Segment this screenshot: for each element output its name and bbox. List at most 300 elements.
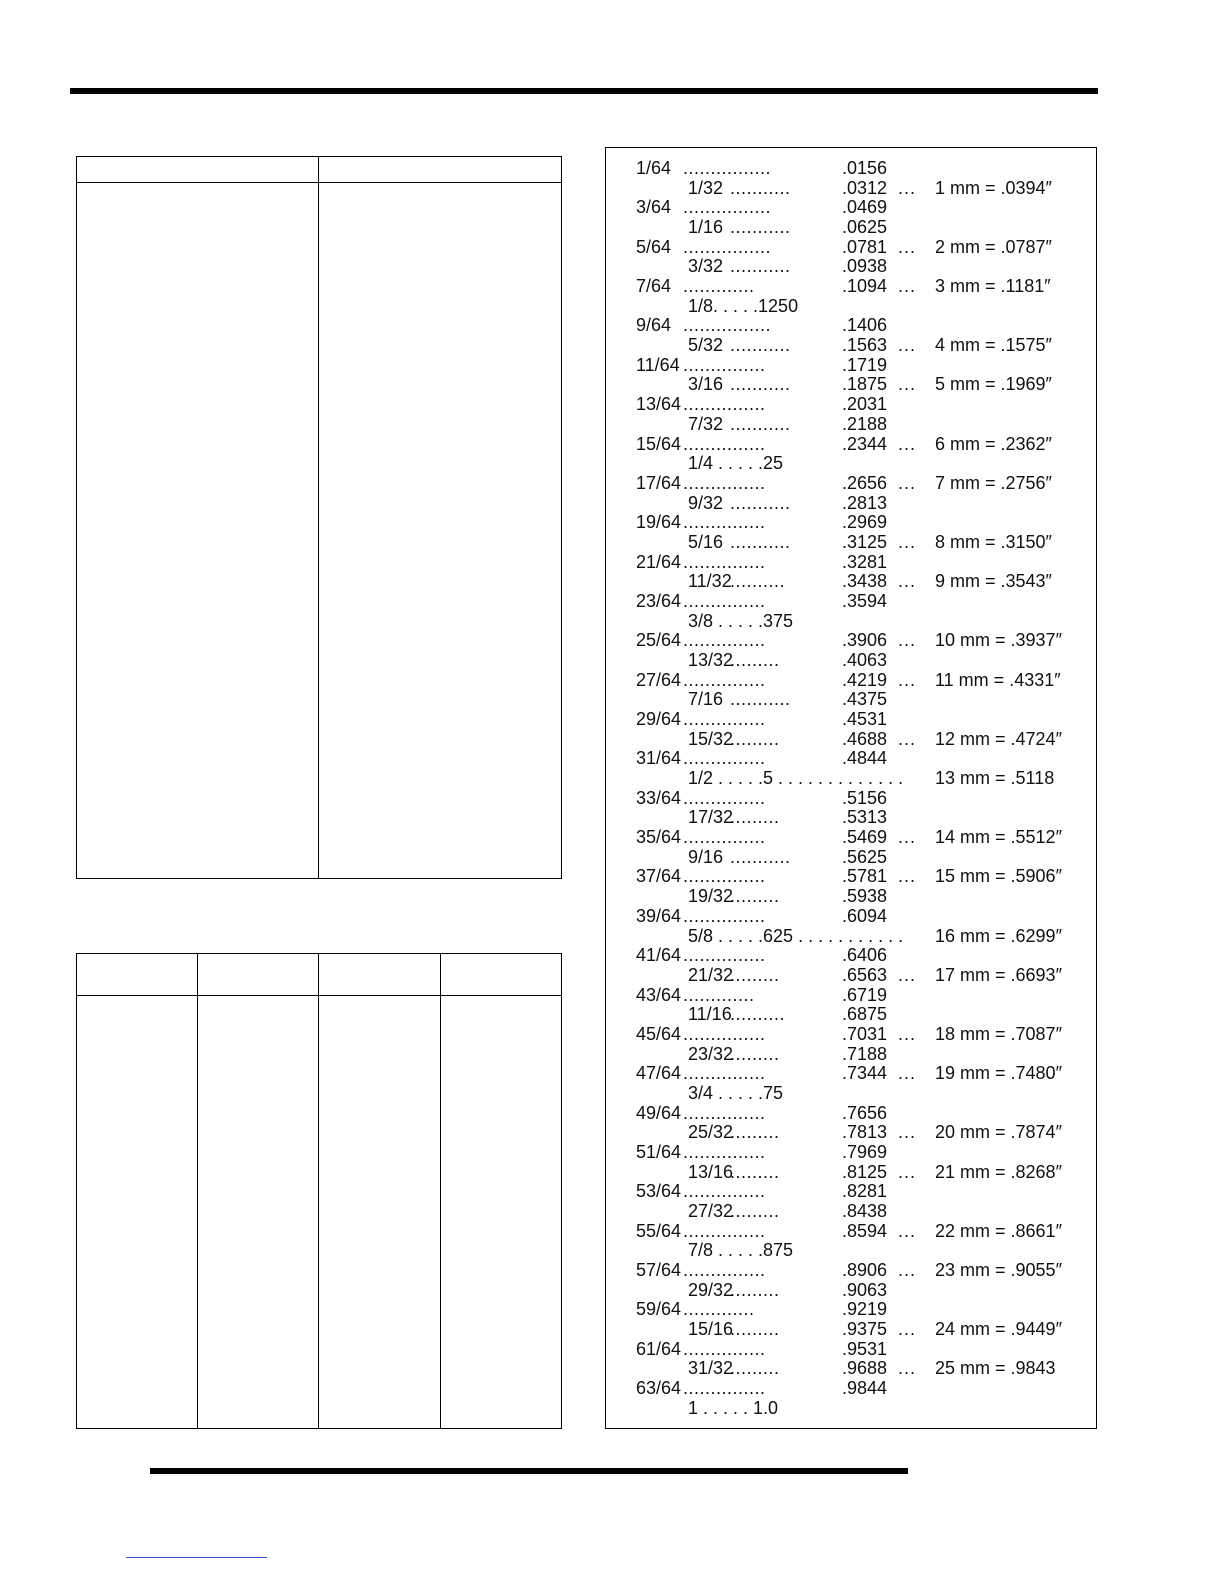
fraction-value: 9/64 [636, 315, 672, 336]
separator-dots: ... [898, 571, 917, 592]
millimeter-equivalent: 12 mm = .4724″ [935, 728, 1062, 749]
millimeter-equivalent: 4 mm = .1575″ [935, 335, 1052, 356]
fraction-value: 19/32 [688, 886, 734, 907]
fraction-value: 3/8 . . . . .375 [688, 610, 794, 631]
millimeter-equivalent: 7 mm = .2756″ [935, 472, 1052, 493]
millimeter-equivalent: 11 mm = .4331″ [935, 669, 1061, 690]
fraction-value: 1/64 [636, 158, 672, 178]
fraction-value: 7/16 [688, 689, 724, 710]
table-column-divider [197, 954, 198, 1428]
fraction-value: 5/64 [636, 236, 672, 257]
separator-dots: ... [898, 531, 917, 552]
decimal-value: .0781 [842, 236, 888, 257]
decimal-value: .1406 [842, 315, 888, 336]
separator-dots: ... [898, 1260, 917, 1281]
decimal-value: .1719 [842, 354, 888, 375]
decimal-value: .4844 [842, 748, 888, 769]
leader-dots: ............... [683, 630, 766, 651]
fraction-value: 5/8 . . . . .625 . . . . . . . . . . . [688, 925, 904, 946]
fraction-value: 43/64 [636, 984, 682, 1005]
table-column-divider [318, 157, 319, 878]
millimeter-equivalent: 8 mm = .3150″ [935, 531, 1052, 552]
separator-dots: ... [898, 1358, 917, 1379]
chart-row [606, 1181, 1096, 1201]
decimal-value: .5938 [842, 886, 888, 907]
leader-dots: ............... [683, 512, 766, 533]
chart-row [606, 1339, 1096, 1359]
chart-row [606, 394, 1096, 414]
chart-row [606, 630, 1096, 650]
fraction-value: 41/64 [636, 945, 682, 966]
decimal-value: .4063 [842, 650, 888, 670]
leader-dots: ............... [683, 1260, 766, 1281]
fraction-value: 33/64 [636, 787, 682, 808]
decimal-value: .9688 [842, 1358, 888, 1379]
leader-dots: ............... [683, 354, 766, 375]
decimal-value: .8594 [842, 1220, 888, 1241]
decimal-value: .5625 [842, 846, 888, 867]
leader-dots: ............. [683, 1299, 755, 1320]
decimal-value: .3594 [842, 590, 888, 611]
chart-row [606, 1299, 1096, 1319]
separator-dots: ... [898, 1319, 917, 1340]
fraction-value: 9/32 [688, 492, 724, 513]
decimal-value: .9219 [842, 1299, 888, 1320]
fraction-value: 51/64 [636, 1142, 682, 1162]
chart-row [606, 434, 1096, 454]
leader-dots: ............... [683, 472, 766, 493]
leader-dots: .......... [730, 571, 786, 592]
decimal-value: .0156 [842, 158, 888, 178]
decimal-value: .4688 [842, 728, 888, 749]
decimal-value: .8906 [842, 1260, 888, 1281]
fraction-value: 1/2 . . . . .5 . . . . . . . . . . . . . [688, 768, 904, 789]
fraction-value: 19/64 [636, 512, 682, 533]
chart-row [606, 552, 1096, 572]
decimal-value: .2656 [842, 472, 888, 493]
fraction-value: 57/64 [636, 1260, 682, 1281]
decimal-value: .1563 [842, 335, 888, 356]
fraction-value: 15/32 [688, 728, 734, 749]
fraction-value: 3/64 [636, 197, 672, 218]
chart-row [606, 689, 1096, 709]
leader-dots: ............... [683, 394, 766, 415]
separator-dots: ... [898, 1063, 917, 1084]
decimal-value: .7969 [842, 1142, 888, 1162]
millimeter-equivalent: 15 mm = .5906″ [935, 866, 1062, 887]
millimeter-equivalent: 18 mm = .7087″ [935, 1023, 1062, 1044]
leader-dots: ............... [683, 709, 766, 730]
chart-row [606, 197, 1096, 217]
leader-dots: ............... [683, 433, 766, 454]
fraction-value: 1/16 [688, 217, 724, 238]
chart-row [606, 1358, 1096, 1378]
leader-dots: ............. [683, 984, 755, 1005]
separator-dots: ... [898, 433, 917, 454]
millimeter-equivalent: 9 mm = .3543″ [935, 571, 1052, 592]
empty-two-column-table [76, 156, 562, 879]
chart-row [606, 945, 1096, 965]
leader-dots: ............... [683, 669, 766, 690]
fraction-value: 31/64 [636, 748, 682, 769]
fraction-value: 5/32 [688, 335, 724, 356]
separator-dots: ... [898, 1161, 917, 1182]
decimal-value: .8438 [842, 1201, 888, 1222]
chart-row [606, 276, 1096, 296]
chart-row [606, 611, 1096, 631]
separator-dots: ... [898, 669, 917, 690]
decimal-value: .0469 [842, 197, 888, 218]
decimal-value: .9844 [842, 1378, 888, 1399]
decimal-value: .5781 [842, 866, 888, 887]
fraction-value: 1/8. . . . .1250 [688, 295, 799, 316]
fraction-value: 21/64 [636, 551, 682, 572]
decimal-value: .2813 [842, 492, 888, 513]
fraction-value: 49/64 [636, 1102, 682, 1123]
decimal-value: .7656 [842, 1102, 888, 1123]
chart-row [606, 335, 1096, 355]
millimeter-equivalent: 2 mm = .0787″ [935, 236, 1052, 257]
footer-link-underline[interactable] [126, 1557, 267, 1558]
leader-dots: ........... [730, 217, 791, 238]
decimal-value: .9375 [842, 1319, 888, 1340]
decimal-value: .7031 [842, 1023, 888, 1044]
leader-dots: ......... [730, 1319, 780, 1340]
leader-dots: ............... [683, 866, 766, 887]
chart-row [606, 1063, 1096, 1083]
table-header-divider [77, 182, 561, 183]
fraction-value: 1/4 . . . . .25 [688, 453, 784, 474]
millimeter-equivalent: 1 mm = .0394″ [935, 177, 1052, 198]
leader-dots: ........... [730, 689, 791, 710]
decimal-value: .8281 [842, 1181, 888, 1202]
fraction-value: 55/64 [636, 1220, 682, 1241]
chart-row [606, 1004, 1096, 1024]
leader-dots: ............... [683, 1063, 766, 1084]
fraction-value: 11/16 [688, 1004, 732, 1025]
chart-row [606, 591, 1096, 611]
chart-row [606, 158, 1096, 178]
empty-four-column-table [76, 953, 562, 1429]
chart-row [606, 296, 1096, 316]
millimeter-equivalent: 14 mm = .5512″ [935, 827, 1062, 848]
leader-dots: ........... [730, 335, 791, 356]
fraction-value: 53/64 [636, 1181, 682, 1202]
leader-dots: ............... [683, 748, 766, 769]
chart-row [606, 729, 1096, 749]
decimal-value: .4531 [842, 709, 888, 730]
chart-row [606, 1260, 1096, 1280]
decimal-value: .1094 [842, 276, 888, 297]
chart-row [606, 1378, 1096, 1398]
decimal-value: .2969 [842, 512, 888, 533]
chart-row [606, 768, 1096, 788]
leader-dots: ......... [730, 1358, 780, 1379]
leader-dots: ......... [730, 1201, 780, 1222]
chart-row [606, 1280, 1096, 1300]
fraction-value: 61/64 [636, 1338, 682, 1359]
chart-row [606, 512, 1096, 532]
leader-dots: ........... [730, 846, 791, 867]
fraction-value: 23/64 [636, 590, 682, 611]
chart-row [606, 788, 1096, 808]
chart-row [606, 1142, 1096, 1162]
chart-row [606, 650, 1096, 670]
fraction-value: 23/32 [688, 1043, 734, 1064]
millimeter-equivalent: 22 mm = .8661″ [935, 1220, 1062, 1241]
chart-row [606, 748, 1096, 768]
table-column-divider [440, 954, 441, 1428]
decimal-value: .6719 [842, 984, 888, 1005]
chart-row [606, 374, 1096, 394]
fraction-value: 21/32 [688, 964, 734, 985]
chart-row [606, 414, 1096, 434]
fraction-value: 27/32 [688, 1201, 734, 1222]
decimal-value: .4375 [842, 689, 888, 710]
leader-dots: ............... [683, 1338, 766, 1359]
separator-dots: ... [898, 335, 917, 356]
leader-dots: ............... [683, 590, 766, 611]
bottom-rule [150, 1468, 908, 1474]
decimal-value: .0312 [842, 177, 888, 198]
separator-dots: ... [898, 472, 917, 493]
decimal-value: .5469 [842, 827, 888, 848]
leader-dots: ............... [683, 1378, 766, 1399]
leader-dots: ............... [683, 787, 766, 808]
leader-dots: ................ [683, 158, 772, 178]
chart-row [606, 1044, 1096, 1064]
leader-dots: ............... [683, 1220, 766, 1241]
millimeter-equivalent: 16 mm = .6299″ [935, 925, 1062, 946]
separator-dots: ... [898, 1023, 917, 1044]
millimeter-equivalent: 20 mm = .7874″ [935, 1122, 1062, 1143]
chart-row [606, 807, 1096, 827]
millimeter-equivalent: 3 mm = .1181″ [935, 276, 1051, 297]
chart-row [606, 178, 1096, 198]
separator-dots: ... [898, 1122, 917, 1143]
fraction-value: 17/32 [688, 807, 734, 828]
leader-dots: ......... [730, 1122, 780, 1143]
decimal-value: .9063 [842, 1279, 888, 1300]
decimal-value: .3438 [842, 571, 888, 592]
decimal-value: .3906 [842, 630, 888, 651]
table-header-divider [77, 995, 561, 996]
fraction-value: 63/64 [636, 1378, 682, 1399]
millimeter-equivalent: 17 mm = .6693″ [935, 964, 1062, 985]
decimal-value: .5313 [842, 807, 888, 828]
decimal-value: .3281 [842, 551, 888, 572]
chart-row [606, 571, 1096, 591]
fraction-value: 59/64 [636, 1299, 682, 1320]
chart-row [606, 1221, 1096, 1241]
leader-dots: ................ [683, 197, 772, 218]
chart-row [606, 906, 1096, 926]
separator-dots: ... [898, 177, 917, 198]
chart-row [606, 355, 1096, 375]
leader-dots: ........... [730, 177, 791, 198]
leader-dots: ........... [730, 413, 791, 434]
chart-row [606, 1024, 1096, 1044]
fraction-value: 13/16 [688, 1161, 734, 1182]
decimal-equivalent-chart [605, 147, 1097, 1429]
fraction-value: 3/16 [688, 374, 724, 395]
decimal-value: .2344 [842, 433, 888, 454]
decimal-value: .1875 [842, 374, 888, 395]
chart-row [606, 965, 1096, 985]
chart-row [606, 315, 1096, 335]
millimeter-equivalent: 10 mm = .3937″ [935, 630, 1062, 651]
millimeter-equivalent: 25 mm = .9843 [935, 1358, 1056, 1379]
fraction-value: 27/64 [636, 669, 682, 690]
fraction-value: 39/64 [636, 905, 682, 926]
millimeter-equivalent: 6 mm = .2362″ [935, 433, 1052, 454]
decimal-value: .2031 [842, 394, 888, 415]
leader-dots: ........... [730, 256, 791, 277]
decimal-value: .6563 [842, 964, 888, 985]
chart-row [606, 670, 1096, 690]
chart-row [606, 1083, 1096, 1103]
leader-dots: ................ [683, 236, 772, 257]
fraction-value: 37/64 [636, 866, 682, 887]
fraction-value: 11/64 [636, 354, 680, 375]
millimeter-equivalent: 13 mm = .5118 [935, 768, 1055, 789]
leader-dots: ............... [683, 827, 766, 848]
fraction-value: 3/32 [688, 256, 724, 277]
fraction-value: 25/64 [636, 630, 682, 651]
chart-row [606, 217, 1096, 237]
decimal-value: .6875 [842, 1004, 888, 1025]
leader-dots: ........... [730, 492, 791, 513]
leader-dots: ............... [683, 551, 766, 572]
fraction-value: 25/32 [688, 1122, 734, 1143]
leader-dots: ......... [730, 728, 780, 749]
chart-row [606, 1398, 1096, 1418]
fraction-value: 3/4 . . . . .75 [688, 1082, 784, 1103]
separator-dots: ... [898, 374, 917, 395]
fraction-value: 31/32 [688, 1358, 734, 1379]
leader-dots: ................ [683, 315, 772, 336]
fraction-value: 13/32 [688, 650, 734, 670]
separator-dots: ... [898, 866, 917, 887]
millimeter-equivalent: 5 mm = .1969″ [935, 374, 1052, 395]
leader-dots: ......... [730, 807, 780, 828]
chart-row [606, 926, 1096, 946]
chart-row [606, 473, 1096, 493]
chart-row [606, 1103, 1096, 1123]
fraction-value: 29/64 [636, 709, 682, 730]
chart-row [606, 886, 1096, 906]
leader-dots: ......... [730, 964, 780, 985]
decimal-value: .0625 [842, 217, 888, 238]
chart-row [606, 985, 1096, 1005]
chart-row [606, 866, 1096, 886]
leader-dots: .......... [730, 1004, 786, 1025]
fraction-value: 7/8 . . . . .875 [688, 1240, 794, 1261]
chart-row [606, 1201, 1096, 1221]
decimal-value: .4219 [842, 669, 888, 690]
leader-dots: ............... [683, 1102, 766, 1123]
leader-dots: ......... [730, 886, 780, 907]
decimal-value: .0938 [842, 256, 888, 277]
millimeter-equivalent: 21 mm = .8268″ [935, 1161, 1062, 1182]
fraction-value: 17/64 [636, 472, 682, 493]
separator-dots: ... [898, 827, 917, 848]
fraction-value: 1 . . . . . 1.0 [688, 1397, 779, 1418]
fraction-value: 5/16 [688, 531, 724, 552]
fraction-value: 47/64 [636, 1063, 682, 1084]
chart-row [606, 532, 1096, 552]
separator-dots: ... [898, 1220, 917, 1241]
fraction-value: 1/32 [688, 177, 724, 198]
millimeter-equivalent: 24 mm = .9449″ [935, 1319, 1062, 1340]
decimal-value: .7188 [842, 1043, 888, 1064]
separator-dots: ... [898, 630, 917, 651]
decimal-value: .7344 [842, 1063, 888, 1084]
fraction-value: 7/64 [636, 276, 672, 297]
decimal-value: .6094 [842, 905, 888, 926]
leader-dots: ......... [730, 650, 780, 670]
fraction-value: 11/32 [688, 571, 732, 592]
leader-dots: ............... [683, 905, 766, 926]
table-column-divider [318, 954, 319, 1428]
decimal-value: .7813 [842, 1122, 888, 1143]
leader-dots: ......... [730, 1161, 780, 1182]
decimal-value: .3125 [842, 531, 888, 552]
decimal-value: .2188 [842, 413, 888, 434]
chart-row [606, 1319, 1096, 1339]
chart-row [606, 847, 1096, 867]
decimal-value: .5156 [842, 787, 888, 808]
fraction-value: 9/16 [688, 846, 724, 867]
separator-dots: ... [898, 276, 917, 297]
chart-row [606, 453, 1096, 473]
fraction-value: 45/64 [636, 1023, 682, 1044]
chart-row [606, 709, 1096, 729]
fraction-value: 15/64 [636, 433, 682, 454]
leader-dots: ............... [683, 1142, 766, 1162]
chart-row [606, 1162, 1096, 1182]
separator-dots: ... [898, 236, 917, 257]
millimeter-equivalent: 19 mm = .7480″ [935, 1063, 1062, 1084]
leader-dots: ........... [730, 374, 791, 395]
fraction-value: 15/16 [688, 1319, 734, 1340]
leader-dots: ............. [683, 276, 755, 297]
fraction-value: 35/64 [636, 827, 682, 848]
decimal-value: .8125 [842, 1161, 888, 1182]
fraction-value: 7/32 [688, 413, 724, 434]
chart-row [606, 237, 1096, 257]
leader-dots: ........... [730, 531, 791, 552]
leader-dots: ......... [730, 1279, 780, 1300]
chart-row [606, 1122, 1096, 1142]
leader-dots: ......... [730, 1043, 780, 1064]
top-rule [70, 88, 1098, 94]
separator-dots: ... [898, 728, 917, 749]
chart-row [606, 493, 1096, 513]
leader-dots: ............... [683, 1181, 766, 1202]
chart-row [606, 827, 1096, 847]
chart-row [606, 256, 1096, 276]
chart-row [606, 1240, 1096, 1260]
fraction-value: 29/32 [688, 1279, 734, 1300]
decimal-value: .6406 [842, 945, 888, 966]
millimeter-equivalent: 23 mm = .9055″ [935, 1260, 1062, 1281]
leader-dots: ............... [683, 945, 766, 966]
leader-dots: ............... [683, 1023, 766, 1044]
separator-dots: ... [898, 964, 917, 985]
fraction-value: 13/64 [636, 394, 682, 415]
decimal-value: .9531 [842, 1338, 888, 1359]
